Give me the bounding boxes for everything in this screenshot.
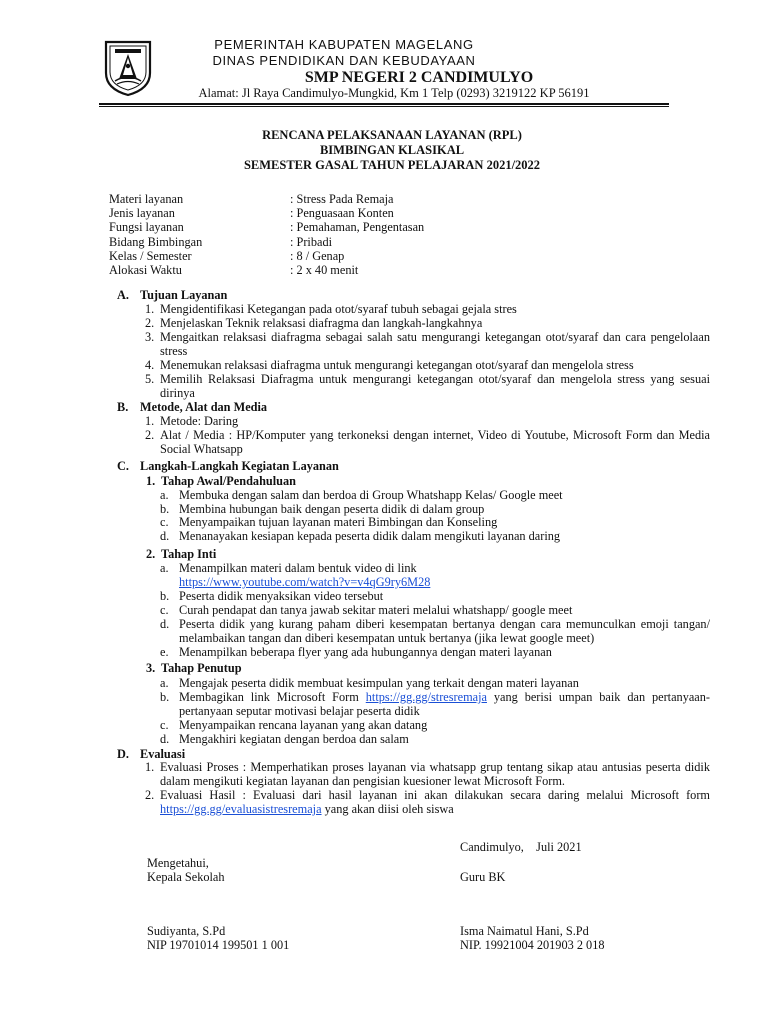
item-letter: a. (160, 561, 169, 575)
section-letter: B. (117, 400, 129, 414)
item-letter: a. (160, 676, 169, 690)
item-text: Menemukan relaksasi diafragma untuk mengurangi ketegangan otot/syaraf dan mengelola stress (160, 358, 634, 372)
evaluation-form-link[interactable]: https://gg.gg/evaluasistresremaja (160, 801, 322, 816)
item-letter: b. (160, 502, 170, 516)
section-b-heading (117, 400, 267, 415)
item-text: Mengaitkan relaksasi diafragma sebagai salah satu mengurangi ketegangan otot/syaraf dan cara pengelolaan stress (160, 330, 710, 358)
item-letter: c. (160, 515, 169, 529)
counselor-title: Guru BK (460, 870, 506, 884)
item-text (179, 691, 710, 719)
government-name: PEMERINTAH KABUPATEN MAGELANG (214, 37, 474, 52)
info-value: : Stress Pada Remaja (290, 192, 394, 206)
section-title: Tujuan Layanan (140, 288, 228, 302)
item-text (179, 562, 710, 590)
item-letter: a. (160, 488, 169, 502)
item-number: 5. (145, 372, 155, 386)
info-table (109, 192, 424, 277)
principal-name: Sudiyanta, S.Pd (147, 924, 226, 938)
item-text: Memilih Relaksasi Diafragma untuk mengurangi ketegangan otot/syaraf dan mengelola stress yang sesuai dirinya (160, 372, 710, 400)
stage-number: 3. (146, 661, 156, 675)
youtube-video-link[interactable]: https://www.youtube.com/watch?v=v4qG9ry6M28 (179, 574, 431, 589)
section-letter: D. (117, 747, 129, 761)
item-text: Curah pendapat dan tanya jawab sekitar materi melalui whatshapp/ google meet (179, 603, 573, 617)
item-letter: b. (160, 690, 170, 704)
header-divider (99, 103, 669, 105)
item-text: Mengidentifikasi Ketegangan pada otot/syaraf tubuh sebagai gejala stres (160, 302, 517, 316)
item-text: Peserta didik menyaksikan video tersebut (179, 589, 384, 603)
item-text (160, 789, 710, 817)
item-number: 2. (145, 788, 155, 802)
item-number: 2. (145, 316, 155, 330)
info-row (109, 263, 424, 277)
item-text: Menjelaskan Teknik relaksasi diafragma dan langkah-langkahnya (160, 316, 483, 330)
item-text: Metode: Daring (160, 414, 239, 428)
principal-nip: NIP 19701014 199501 1 001 (147, 938, 290, 952)
item-text-after: yang akan diisi oleh siswa (324, 801, 454, 816)
item-letter: d. (160, 732, 170, 746)
info-row (109, 249, 424, 263)
item-text: Mengakhiri kegiatan dengan berdoa dan salam (179, 732, 409, 746)
info-label: Kelas / Semester (109, 248, 192, 263)
document-subtitle: BIMBINGAN KLASIKAL (319, 143, 465, 157)
stage-title: Tahap Penutup (161, 661, 242, 675)
info-value: : Pribadi (290, 234, 333, 249)
section-title: Metode, Alat dan Media (140, 400, 268, 414)
item-text-before: Membagikan link Microsoft Form (179, 690, 359, 704)
stage-title: Tahap Awal/Pendahuluan (161, 474, 296, 488)
item-text: Menanayakan kesiapan kepada peserta didik dalam mengikuti layanan daring (179, 529, 561, 543)
acknowledged-label: Mengetahui, (147, 856, 209, 870)
info-row (109, 220, 424, 234)
stage-3-heading (146, 661, 242, 676)
school-name: SMP NEGERI 2 CANDIMULYO (304, 69, 534, 86)
item-text: Peserta didik yang kurang paham diberi kesempatan bertanya dengan cara memunculkan emoji tangan/ melambaikan tangan dan diberi kesempatan untuk bertanya (jika lewat google meet) (179, 617, 710, 645)
stage-number: 1. (146, 474, 156, 488)
item-number: 2. (145, 428, 155, 442)
item-text: Membuka dengan salam dan berdoa di Group Whatshapp Kelas/ Google meet (179, 488, 563, 502)
item-letter: d. (160, 617, 170, 631)
item-text: Alat / Media : HP/Komputer yang terkoneksi dengan internet, Video di Youtube, Microsoft Form dan Media Social Whatsapp (160, 428, 710, 456)
info-label: Materi layanan (109, 192, 184, 206)
document-semester: SEMESTER GASAL TAHUN PELAJARAN 2021/2022 (243, 158, 541, 172)
item-number: 1. (145, 414, 155, 428)
info-row (109, 206, 424, 220)
counselor-nip: NIP. 19921004 201903 2 018 (460, 938, 605, 952)
item-text: Membina hubungan baik dengan peserta didik di dalam group (179, 502, 485, 516)
item-number: 1. (145, 760, 155, 774)
item-number: 4. (145, 358, 155, 372)
item-letter: c. (160, 718, 169, 732)
section-title: Evaluasi (140, 747, 186, 761)
stage-2-heading (146, 547, 216, 562)
info-value: : 8 / Genap (290, 248, 345, 263)
info-label: Fungsi layanan (109, 220, 184, 235)
section-letter: A. (117, 288, 129, 302)
info-label: Bidang Bimbingan (109, 234, 203, 249)
section-a-heading (117, 288, 227, 303)
place-date: Candimulyo, Juli 2021 (460, 840, 582, 854)
school-address: Alamat: Jl Raya Candimulyo-Mungkid, Km 1 Telp (0293) 3219122 KP 56191 (198, 86, 590, 100)
item-text: Menampilkan beberapa flyer yang ada hubungannya dengan materi layanan (179, 645, 552, 659)
department-name: DINAS PENDIDIKAN DAN KEBUDAYAAN (212, 53, 476, 68)
info-value: : Penguasaan Konten (290, 206, 394, 221)
document-title: RENCANA PELAKSANAAN LAYANAN (RPL) (262, 128, 522, 142)
info-row (109, 192, 424, 206)
item-text-before: Evaluasi Hasil : Evaluasi dari hasil layanan ini akan dilakukan secara daring melalui Microsoft form (160, 788, 710, 802)
item-letter: c. (160, 603, 169, 617)
item-letter: d. (160, 529, 170, 543)
item-text: Menyampaikan tujuan layanan materi Bimbingan dan Konseling (179, 515, 498, 529)
section-c-heading (117, 459, 339, 474)
item-text: Mengajak peserta didik membuat kesimpulan yang terkait dengan materi layanan (179, 676, 579, 690)
info-value: : 2 x 40 menit (290, 263, 359, 278)
item-letter: b. (160, 589, 170, 603)
item-text: Evaluasi Proses : Memperhatikan proses layanan via whatsapp grup tentang sikap atau antusias peserta didik dalam mengikuti kegiatan layanan dan pengisian kuesioner lewat Microsoft Form. (160, 760, 710, 788)
item-number: 1. (145, 302, 155, 316)
header-divider-thin (99, 106, 669, 107)
section-letter: C. (117, 459, 129, 473)
info-value: : Pemahaman, Pengentasan (290, 220, 425, 235)
item-text: Menyampaikan rencana layanan yang akan datang (179, 718, 428, 732)
section-title: Langkah-Langkah Kegiatan Layanan (140, 459, 339, 473)
info-row (109, 235, 424, 249)
microsoft-form-link[interactable]: https://gg.gg/stresremaja (365, 690, 487, 704)
principal-title: Kepala Sekolah (147, 870, 225, 884)
info-label: Alokasi Waktu (109, 263, 182, 278)
info-label: Jenis layanan (109, 206, 175, 221)
item-text-after: yang berisi umpan baik dan pertanyaan-pertanyaan seputar motivasi belajar peserta didik (179, 690, 711, 718)
stage-1-heading (146, 474, 296, 489)
item-number: 3. (145, 330, 155, 344)
stage-number: 2. (146, 547, 156, 561)
item-text-content: Menampilkan materi dalam bentuk video di link (179, 561, 417, 575)
stage-title: Tahap Inti (161, 547, 217, 561)
counselor-name: Isma Naimatul Hani, S.Pd (460, 924, 589, 938)
item-letter: e. (160, 645, 169, 659)
